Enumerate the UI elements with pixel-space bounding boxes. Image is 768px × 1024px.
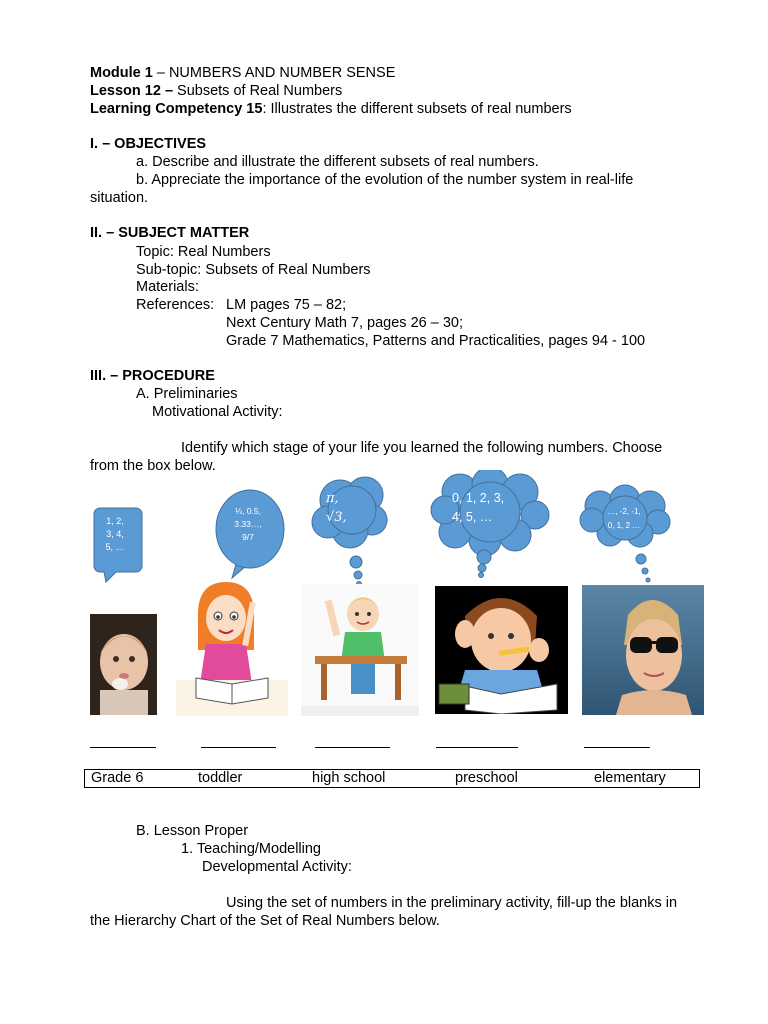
bubble-1-line: 5, …: [105, 542, 125, 552]
girl-reading-drawing: [176, 580, 288, 716]
choice-elementary: elementary: [594, 770, 666, 786]
competency-label: Learning Competency 15: [90, 101, 263, 117]
reference-2: Next Century Math 7, pages 26 – 30;: [226, 315, 463, 331]
bubble-4-text: [452, 489, 532, 527]
objectives-heading: I. – OBJECTIVES: [90, 136, 207, 152]
materials: Materials:: [136, 279, 199, 295]
boy-at-desk-drawing: [301, 584, 419, 716]
instruction-line-2: from the box below.: [90, 458, 216, 474]
toddler-photo: [90, 614, 157, 715]
girl-reading-illustration: [176, 580, 288, 716]
toddler-illustration: [90, 614, 157, 715]
bubble-2-line: 9/7: [242, 532, 254, 542]
lesson-instruction-1: Using the set of numbers in the preliminary activity, fill-up the blanks in: [226, 895, 678, 911]
subtopic: Sub-topic: Subsets of Real Numbers: [136, 262, 371, 278]
choice-grade-6: Grade 6: [91, 770, 144, 786]
preliminaries: A. Preliminaries: [136, 386, 238, 402]
lesson-proper: B. Lesson Proper: [136, 823, 249, 839]
bubble-2-text: [222, 505, 274, 544]
answer-blank-5[interactable]: [584, 737, 650, 748]
reference-3: Grade 7 Mathematics, Patterns and Practicalities, pages 94 - 100: [226, 333, 646, 349]
boy-studying-illustration: [435, 586, 568, 714]
bubble-2-line: 3.33…,: [234, 519, 262, 529]
objective-a: a. Describe and illustrate the different subsets of real numbers.: [136, 154, 539, 170]
reference-1: LM pages 75 – 82;: [226, 297, 347, 313]
module-line: [90, 65, 395, 82]
bubble-5-line: …, -2, -1,: [607, 507, 641, 516]
lesson-text: Subsets of Real Numbers: [173, 83, 343, 99]
thought-bubble-5: [580, 485, 670, 582]
bubble-2-line: ⅓, 0.5,: [235, 506, 261, 516]
lesson-line: [90, 83, 342, 100]
boy-at-desk-illustration: [301, 584, 419, 716]
choice-toddler: toddler: [198, 770, 243, 786]
competency-text: : Illustrates the different subsets of real numbers: [262, 101, 572, 117]
bubble-3-line: π,: [326, 491, 339, 506]
bubble-3-text: [326, 489, 366, 527]
bubble-1-text: [100, 515, 130, 554]
girl-sunglasses-drawing: [582, 585, 704, 715]
module-label: Module 1: [90, 65, 153, 81]
module-text: – NUMBERS AND NUMBER SENSE: [152, 65, 396, 81]
bubble-5-line: 0, 1, 2 …: [607, 521, 641, 530]
topic: Topic: Real Numbers: [136, 244, 271, 260]
bubble-4-line: 0, 1, 2, 3,: [452, 491, 505, 505]
references-label: References:: [136, 297, 215, 313]
answer-blank-3[interactable]: [315, 737, 390, 748]
objective-b: b. Appreciate the importance of the evolution of the number system in real-life: [136, 172, 634, 188]
bubble-4-line: 4, 5, …: [452, 510, 493, 524]
bubble-1-line: 3, 4,: [106, 529, 124, 539]
choice-high-school: high school: [312, 770, 386, 786]
answer-blank-4[interactable]: [436, 737, 518, 748]
choice-preschool: preschool: [455, 770, 518, 786]
girl-sunglasses-photo: [582, 585, 704, 715]
answer-blank-1[interactable]: [90, 737, 156, 748]
bubble-5-text: [596, 505, 652, 533]
subject-matter-heading: II. – SUBJECT MATTER: [90, 225, 250, 241]
answer-blank-2[interactable]: [201, 737, 276, 748]
teaching-modelling: 1. Teaching/Modelling: [181, 841, 321, 857]
instruction-line-1: Identify which stage of your life you learned the following numbers. Choose: [181, 440, 663, 456]
objective-b-cont: situation.: [90, 190, 149, 206]
lesson-label: Lesson 12 –: [90, 83, 174, 99]
procedure-heading: III. – PROCEDURE: [90, 368, 215, 384]
bubble-1-line: 1, 2,: [106, 516, 124, 526]
lesson-instruction-2: the Hierarchy Chart of the Set of Real Numbers below.: [90, 913, 440, 929]
developmental-activity: Developmental Activity:: [202, 859, 352, 875]
motivational-activity: Motivational Activity:: [152, 404, 283, 420]
competency-line: [90, 101, 572, 118]
boy-studying-drawing: [435, 586, 568, 714]
bubble-3-line: √3,: [326, 510, 347, 525]
